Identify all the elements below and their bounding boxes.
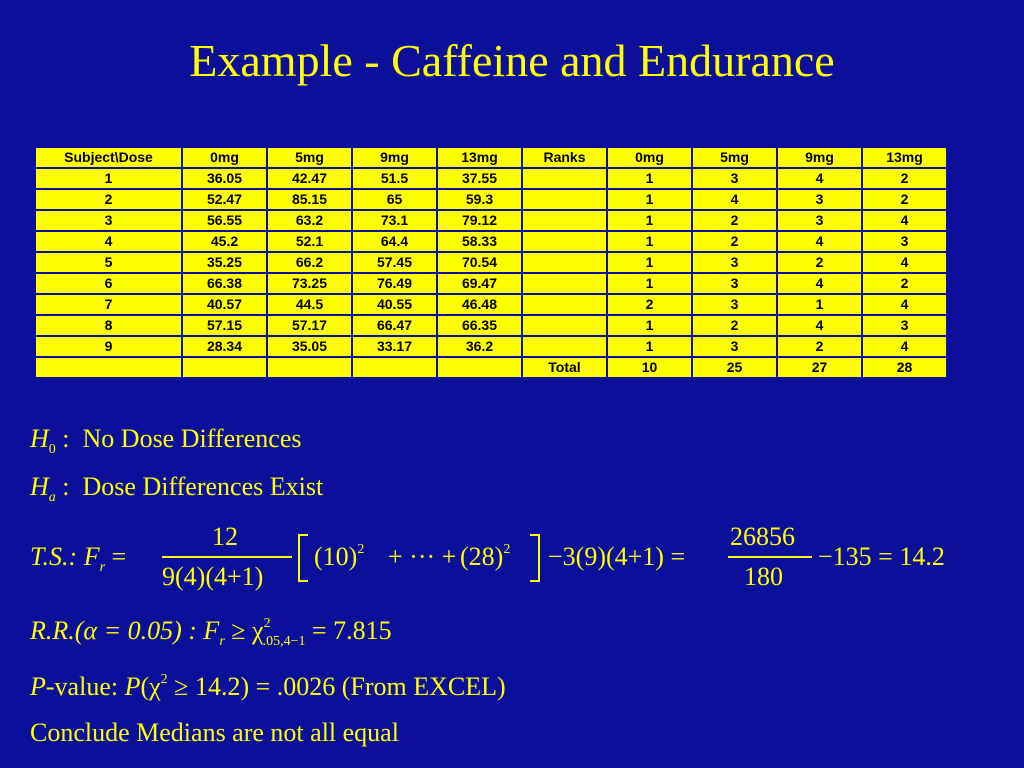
table-cell: 33.17 [352, 336, 437, 357]
table-cell: 6 [35, 273, 182, 294]
table-cell: 2 [777, 336, 862, 357]
data-table [34, 146, 948, 379]
table-cell: 56.55 [182, 210, 267, 231]
table-cell: 1 [607, 273, 692, 294]
table-cell: 1 [607, 168, 692, 189]
table-cell: 52.1 [267, 231, 352, 252]
table-header-cell: Ranks [522, 147, 607, 168]
table-cell: 10 [607, 357, 692, 378]
table-cell: 66.47 [352, 315, 437, 336]
table-cell [437, 357, 522, 378]
ts-denominator: 9(4)(4+1) [162, 562, 264, 591]
table-cell: 1 [607, 315, 692, 336]
alternative-hypothesis-text: Dose Differences Exist [82, 472, 324, 501]
table-cell: 69.47 [437, 273, 522, 294]
ts-frac2-denominator: 180 [744, 562, 783, 591]
table-cell: 3 [692, 252, 777, 273]
table-cell: 2 [692, 315, 777, 336]
table-cell: 3 [692, 294, 777, 315]
table-row [35, 252, 947, 273]
conclusion: Conclude Medians are not all equal [30, 718, 399, 747]
table-cell: 2 [692, 231, 777, 252]
table-cell: 4 [862, 336, 947, 357]
table-cell: 40.55 [352, 294, 437, 315]
table-cell: 4 [777, 168, 862, 189]
table-cell: 52.47 [182, 189, 267, 210]
table-cell: 4 [35, 231, 182, 252]
table-cell [522, 189, 607, 210]
ts-after-bracket: −3(9)(4+1) = [548, 542, 686, 571]
table-cell: 27 [777, 357, 862, 378]
table-cell [35, 357, 182, 378]
table-cell [352, 357, 437, 378]
table-cell: 8 [35, 315, 182, 336]
table-row [35, 315, 947, 336]
table-row [35, 168, 947, 189]
table-cell: 9 [35, 336, 182, 357]
table-cell: 4 [862, 252, 947, 273]
table-cell: 3 [692, 336, 777, 357]
table-header-cell: 5mg [692, 147, 777, 168]
table-cell: 63.2 [267, 210, 352, 231]
table-cell: 66.38 [182, 273, 267, 294]
table-cell: 2 [607, 294, 692, 315]
table-cell: 73.25 [267, 273, 352, 294]
test-statistic-formula [30, 522, 990, 594]
table-cell: 66.35 [437, 315, 522, 336]
table-header-cell: Subject\Dose [35, 147, 182, 168]
table-cell: 65 [352, 189, 437, 210]
table-header-cell: 0mg [182, 147, 267, 168]
table-cell: 2 [862, 189, 947, 210]
table-row [35, 294, 947, 315]
ts-numerator: 12 [212, 522, 238, 551]
table-row [35, 231, 947, 252]
table-cell: 4 [777, 273, 862, 294]
table-header-cell: 13mg [437, 147, 522, 168]
table-cell [522, 315, 607, 336]
table-header-cell: 5mg [267, 147, 352, 168]
table-cell: 3 [862, 231, 947, 252]
table-cell: 36.2 [437, 336, 522, 357]
table-cell: 2 [692, 210, 777, 231]
table-cell: 7 [35, 294, 182, 315]
left-bracket [298, 534, 308, 582]
table-cell: 70.54 [437, 252, 522, 273]
table-cell: 66.2 [267, 252, 352, 273]
table-cell: 3 [862, 315, 947, 336]
table-header-cell: 0mg [607, 147, 692, 168]
table-cell: 28 [862, 357, 947, 378]
table-row [35, 336, 947, 357]
table-cell: Total [522, 357, 607, 378]
table-cell [522, 231, 607, 252]
table-cell [522, 168, 607, 189]
table-cell: 57.45 [352, 252, 437, 273]
ts-first-term: $(10)^2$ [314, 542, 365, 571]
ts-result: −135 = 14.2 [818, 542, 945, 571]
table-cell [522, 210, 607, 231]
table-cell: 76.49 [352, 273, 437, 294]
table-cell: 44.5 [267, 294, 352, 315]
table-row [35, 273, 947, 294]
ts-label: T.S.: $F_r$ = [30, 542, 127, 575]
rejection-region: R.R.(α = 0.05) : $F_r \ge \chi^2_{.05,4-1} = 7.815$ [30, 616, 392, 649]
table-cell: 46.48 [437, 294, 522, 315]
table-cell: 4 [777, 315, 862, 336]
table-cell: 3 [777, 210, 862, 231]
table-cell: 64.4 [352, 231, 437, 252]
table-cell [522, 294, 607, 315]
table-cell: 25 [692, 357, 777, 378]
table-row [35, 210, 947, 231]
ts-middle: + ··· + [388, 542, 457, 571]
table-cell: 57.17 [267, 315, 352, 336]
table-cell [522, 273, 607, 294]
table-cell: 3 [777, 189, 862, 210]
table-row [35, 189, 947, 210]
ts-last-term: $(28)^2$ [460, 542, 511, 571]
table-cell: 1 [35, 168, 182, 189]
table-cell: 1 [607, 189, 692, 210]
table-header-cell: 9mg [777, 147, 862, 168]
table-cell: 35.25 [182, 252, 267, 273]
table-cell: 2 [862, 273, 947, 294]
table-header-cell: 9mg [352, 147, 437, 168]
table-cell: 5 [35, 252, 182, 273]
table-cell: 79.12 [437, 210, 522, 231]
table-header-cell: 13mg [862, 147, 947, 168]
table-cell: 3 [692, 168, 777, 189]
table-cell: 58.33 [437, 231, 522, 252]
null-hypothesis-text: No Dose Differences [82, 424, 302, 453]
table-cell: 1 [607, 231, 692, 252]
table-cell [182, 357, 267, 378]
table-cell: 37.55 [437, 168, 522, 189]
table-cell: 1 [607, 252, 692, 273]
table-cell: 4 [692, 189, 777, 210]
table-cell: 1 [607, 210, 692, 231]
ts-frac2-bar [728, 556, 812, 558]
table-cell: 1 [607, 336, 692, 357]
table-cell: 36.05 [182, 168, 267, 189]
table-cell: 2 [35, 189, 182, 210]
alternative-hypothesis: $H_a$ : Dose Differences Exist [30, 472, 324, 505]
table-cell: 42.47 [267, 168, 352, 189]
table-cell: 40.57 [182, 294, 267, 315]
null-hypothesis: $H_0$ : No Dose Differences [30, 424, 302, 457]
right-bracket [530, 534, 540, 582]
table-cell: 28.34 [182, 336, 267, 357]
ts-fraction-bar [162, 556, 292, 558]
p-value-line: P-value: $P(\chi^2 \ge 14.2) = .0026$ (From EXCEL) [30, 672, 506, 701]
table-cell: 4 [777, 231, 862, 252]
table-cell: 2 [777, 252, 862, 273]
table-cell: 59.3 [437, 189, 522, 210]
table-row [35, 357, 947, 378]
ts-frac2-numerator: 26856 [730, 522, 795, 551]
table-cell: 1 [777, 294, 862, 315]
table-cell: 2 [862, 168, 947, 189]
slide-title: Example - Caffeine and Endurance [189, 35, 835, 86]
table-cell [522, 252, 607, 273]
table-cell: 4 [862, 294, 947, 315]
table-cell: 57.15 [182, 315, 267, 336]
table-cell: 85.15 [267, 189, 352, 210]
table-cell [522, 336, 607, 357]
table-cell [267, 357, 352, 378]
table-cell: 73.1 [352, 210, 437, 231]
table-cell: 51.5 [352, 168, 437, 189]
table-cell: 35.05 [267, 336, 352, 357]
table-header-row [35, 147, 947, 168]
table-cell: 4 [862, 210, 947, 231]
table-cell: 3 [35, 210, 182, 231]
table-cell: 45.2 [182, 231, 267, 252]
table-cell: 3 [692, 273, 777, 294]
